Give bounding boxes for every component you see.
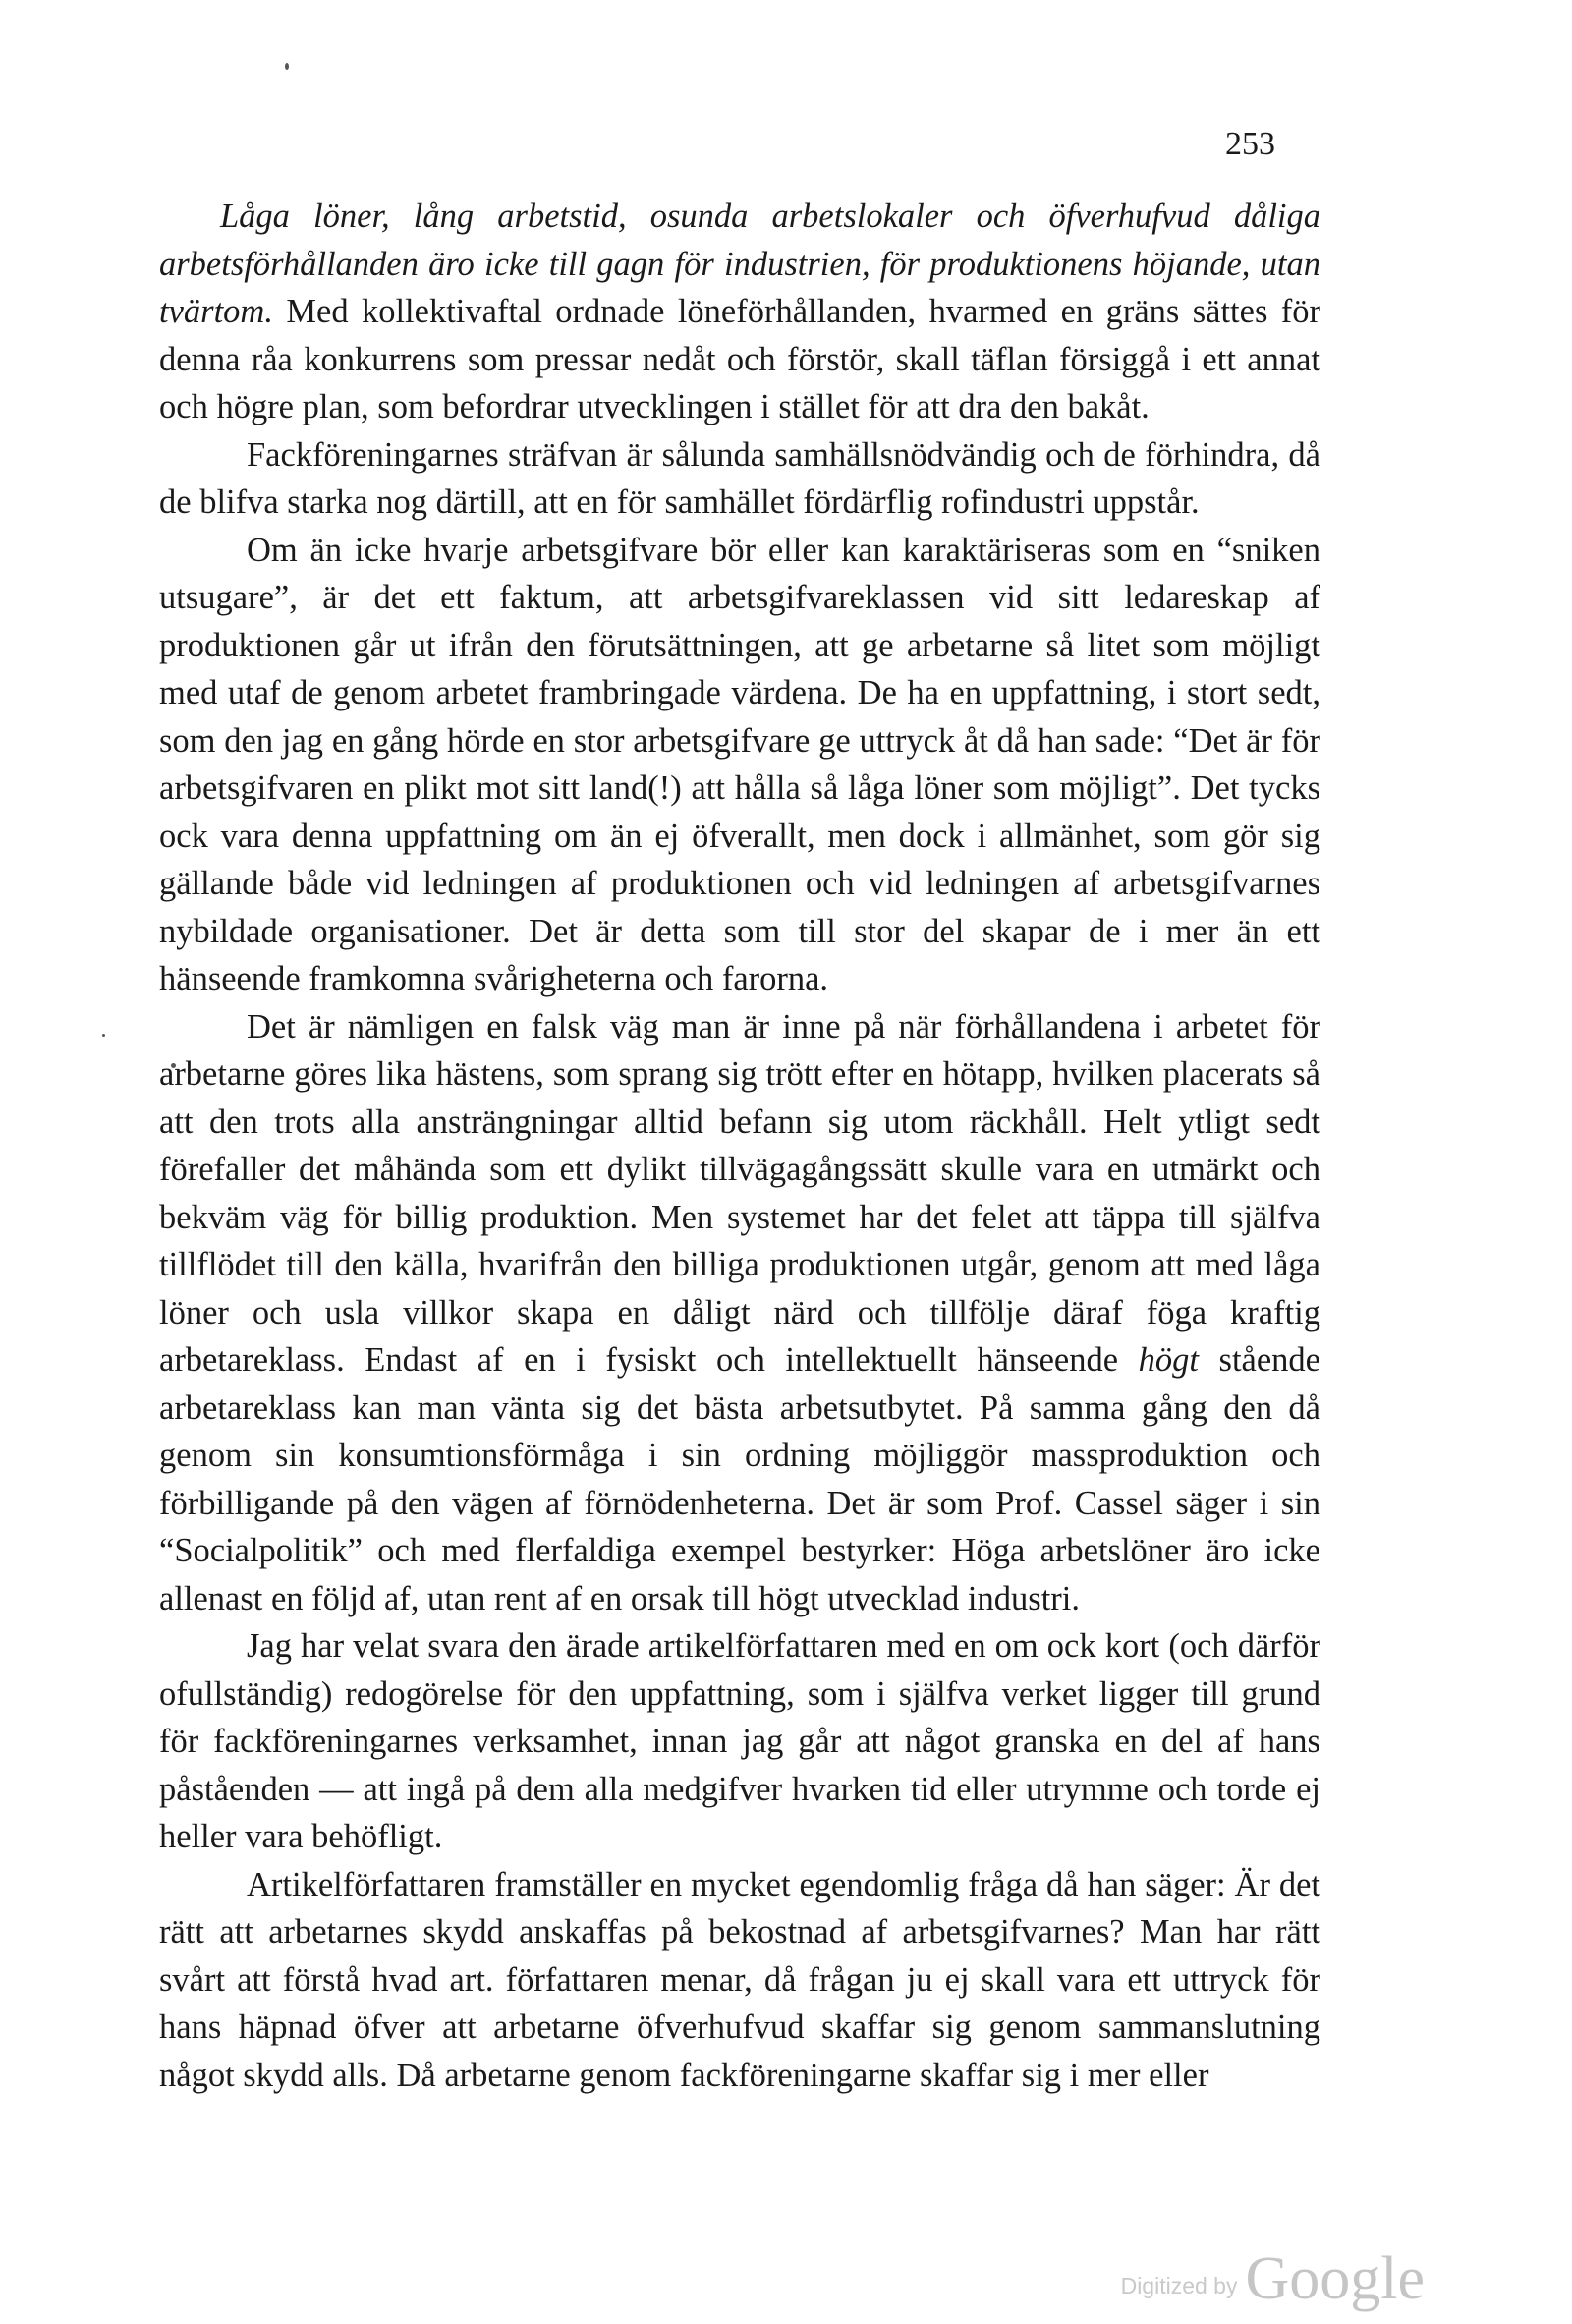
paragraph-text: stående arbetareklass kan man vänta sig det bästa arbetsutbytet. På samma gång den då genom sin konsumtionsförmåga i sin ordning möjliggör massproduktion och förbilligande på den vägen af förnödenheterna. Det är som Prof. Cassel säger i sin “Socialpolitik” och med flerfaldiga exempel bestyrker: Höga arbetslöner äro icke allenast en följd af, utan rent af en orsak till högt utvecklad industri. [159, 1341, 1320, 1617]
body-text [159, 193, 1320, 2099]
paragraph [159, 1003, 1320, 1623]
google-logo: Google [1245, 2245, 1425, 2312]
paragraph [159, 193, 1320, 431]
italic-text: Låga löner, lång arbetstid, osunda arbetslokaler och öfverhufvud dåliga arbetsförhållanden äro icke till gagn för industrien, för produktionens höjande, utan tvärtom. [159, 198, 1320, 330]
digitization-watermark [1091, 2240, 1425, 2312]
paragraph-text: Med kollektivaftal ordnade löneförhållanden, hvarmed en gräns sättes för denna råa konkurrens som pressar nedåt och förstör, skall täflan försiggå i ett annat och högre plan, som befordrar utvecklingen i stället för att dra den bakåt. [159, 293, 1320, 425]
paragraph: Jag har velat svara den ärade artikelförfattaren med en om ock kort (och därför ofullständig) redogörelse för den uppfattning, som i själfva verket ligger till grund för fackföreningarnes verksamhet, innan jag går att något granska en del af hans påståenden — att ingå på dem alla medgifver hvarken tid eller utrymme och torde ej heller vara behöfligt. [159, 1627, 1320, 1855]
page-number: 253 [1225, 126, 1275, 162]
paragraph-text: Det är nämligen en falsk väg man är inne på när förhållandena i arbetet för arbetarne göres lika hästens, som sprang sig trött efter en hötapp, hvilken placerats så att den trots alla ansträngningar alltid befann sig utom räckhåll. Helt ytligt sedt förefaller det måhända som ett dylikt tillvägagångssätt skulle vara en utmärkt och bekväm väg för billig produktion. Men systemet har det felet att täppa till själfva tillflödet till den källa, hvarifrån den billiga produktionen utgår, genom att med låga löner och usla villkor skapa en dåligt närd och tillfölje däraf föga kraftig arbetareklass. Endast af en i fysiskt och intellektuellt hänseende [159, 1007, 1320, 1379]
digitized-by-label: Digitized by [1120, 2273, 1238, 2298]
paragraph: Fackföreningarnes sträfvan är sålunda samhällsnödvändig och de förhindra, då de blifva starka nog därtill, att en för samhället fördärflig rofindustri uppstår. [159, 435, 1320, 521]
paragraph: Om än icke hvarje arbetsgifvare bör eller kan karaktäriseras som en “sniken utsugare”, är det ett faktum, att arbetsgifvareklassen vid sitt ledareskap af produktionen går ut ifrån den förutsättningen, att ge arbetarne så litet som möjligt med utaf de genom arbetet frambringade värdena. De ha en uppfattning, i stort sedt, som den jag en gång hörde en stor arbetsgifvare ge uttryck åt då han sade: “Det är för arbetsgifvaren en plikt mot sitt land(!) att hålla så låga löner som möjligt”. Det tycks ock vara denna uppfattning om än ej öfverallt, men dock i allmänhet, som gör sig gällande både vid ledningen af produktionen och vid ledningen af arbetsgifvarnes nybildade organisationer. Det är detta som till stor del skapar de i mer än ett hänseende framkomna svårigheterna och farorna. [159, 531, 1320, 997]
scan-speck [285, 63, 289, 70]
paragraph: Artikelförfattaren framställer en mycket egendomlig fråga då han säger: Är det rätt att arbetarnes skydd anskaffas på bekostnad af arbetsgifvarnes? Man har rätt svårt att förstå hvad art. författaren menar, då frågan ju ej skall vara ett uttryck för hans häpnad öfver att arbetarne öfverhufvud skaffar sig genom sammanslutning något skydd alls. Då arbetarne genom fackföreningarne skaffar sig i mer eller [159, 1865, 1320, 2094]
scan-speck [102, 1034, 105, 1037]
italic-text: högt [1138, 1341, 1199, 1379]
